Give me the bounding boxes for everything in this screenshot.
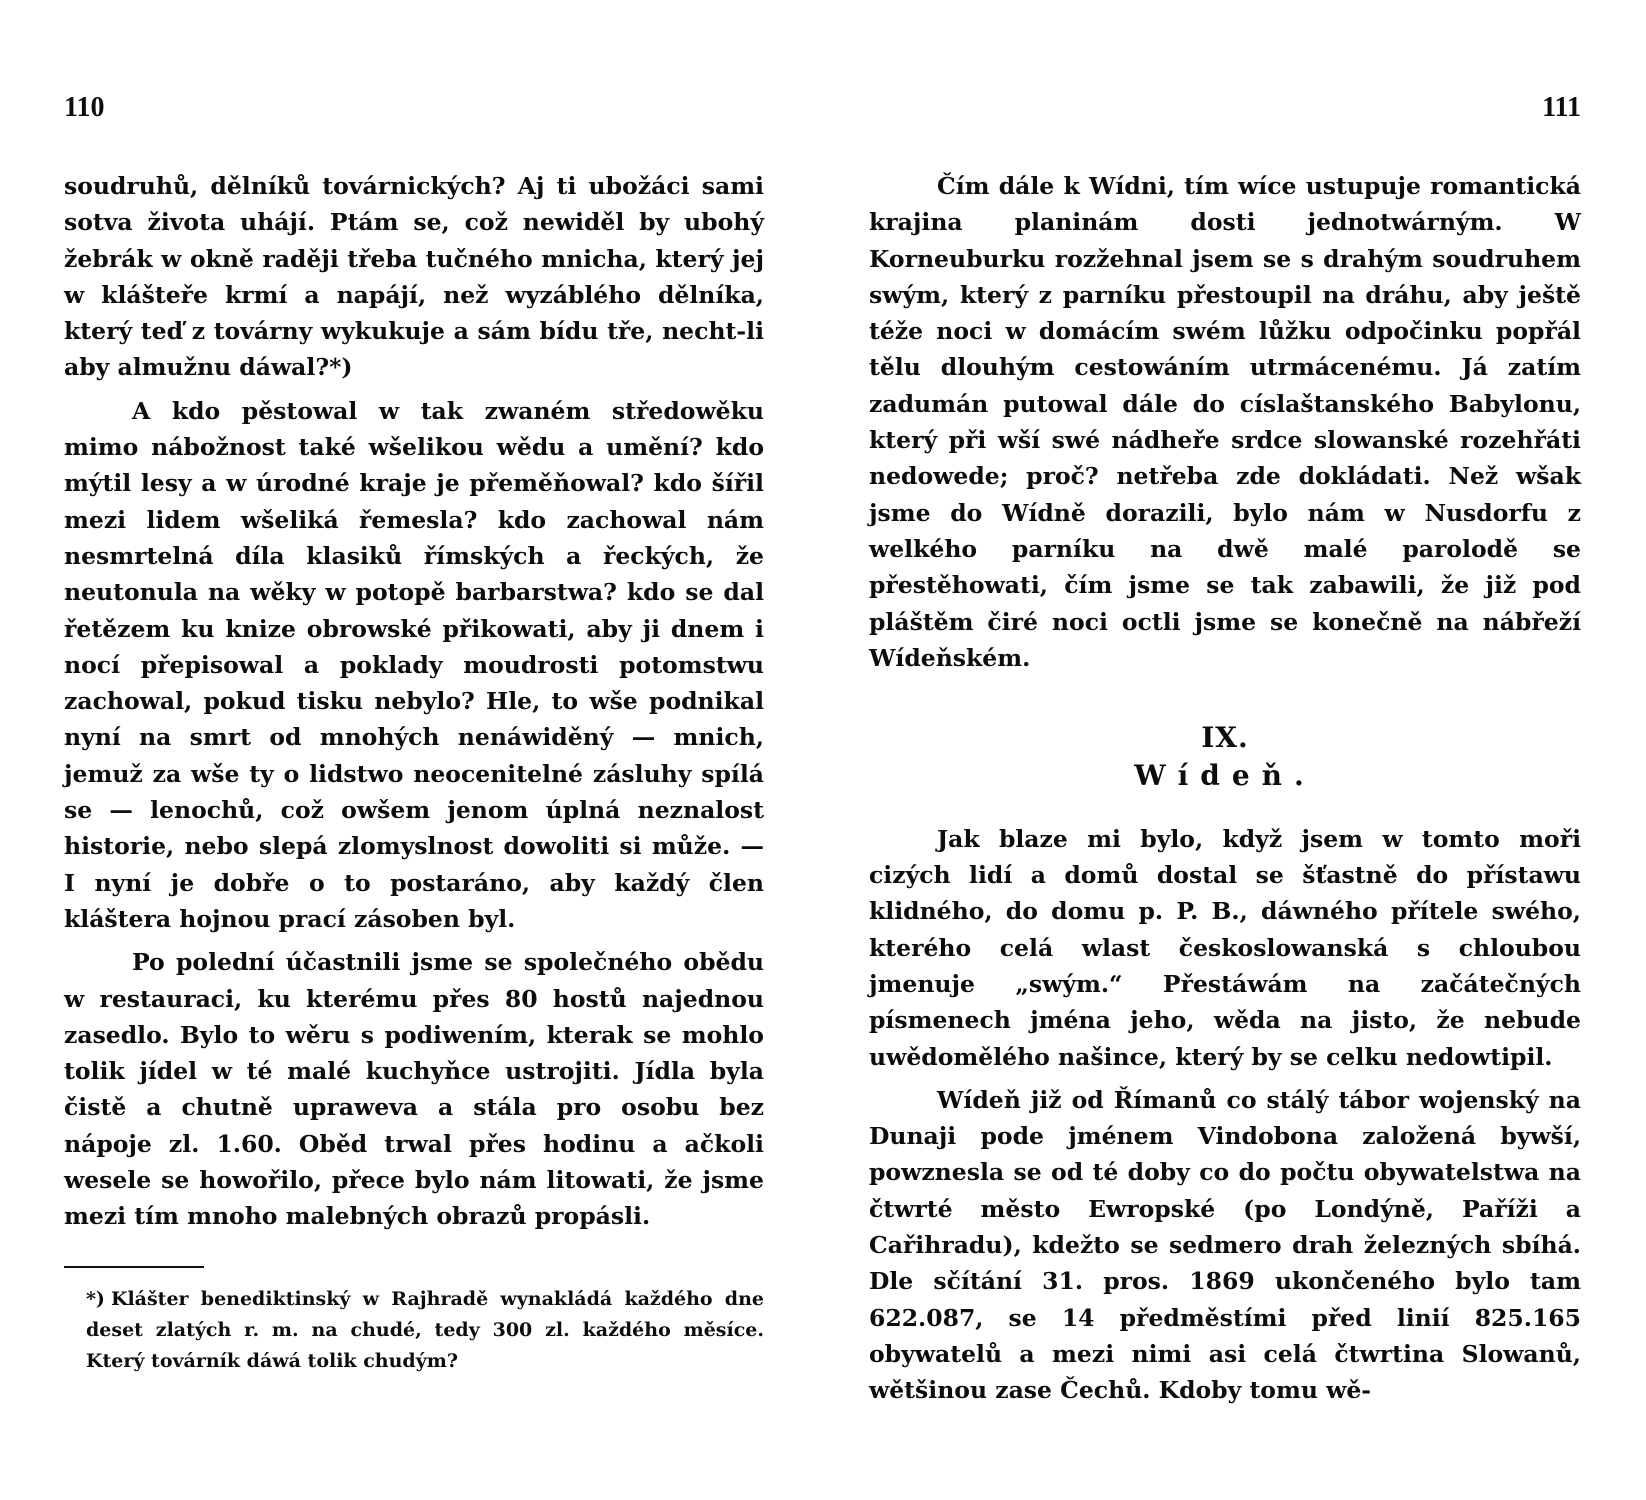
page-number-left: 110 — [64, 92, 105, 123]
left-page-text — [64, 168, 764, 1242]
right-page-text — [869, 168, 1581, 1416]
paragraph: A kdo pěstowal w tak zwaném středowěku mimo nábožnost také wšelikou wědu a umění? kdo mýtil lesy a w úrodné kraje je přeměňowal? kdo šířil mezi lidem wšeliká řemesla? kdo zachowal nám nesmrtelná díla klasiků římských a řeckých, že neutonula na wěky w potopě barbarstwa? kdo se dal řetězem ku knize obrowské přikowati, aby ji dnem i nocí přepisowal a poklady moudrosti potomstwu zachowal, pokud tisku nebylo? Hle, to wše podnikal nyní na smrt od mnohých nenáwiděný — mnich, jemuž za wše ty o lidstwo neocenitelné zásluhy spílá se — lenochů, což owšem jenom úplná neznalost historie, nebo slepá zlomyslnost dowoliti si může. — I nyní je dobře o to postaráno, aby každý člen kláštera hojnou prací zásoben byl. — [64, 396, 764, 933]
footnote-text: Klášter benediktinský w Rajhradě wynakládá každého dne deset zlatých r. m. na chudé, tedy 300 zl. každého měsíce. Který továrník dáwá tolik chudým? — [86, 1288, 764, 1372]
paragraph: Po polední účastnili jsme se společného obědu w restauraci, ku kterému přes 80 hostů najednou zasedlo. Bylo to wěru s podiwením, kterak se mohlo tolik jídel w té malé kuchyňce ustrojiti. Jídla byla čistě a chutně upraweva a stála pro osobu bez nápoje zl. 1.60. Oběd trwal přes hodinu a ačkoli wesele se howořilo, přece bylo nám litowati, že jsme mezi tím mnoho malebných obrazů propásli. — [64, 948, 764, 1231]
paragraph: soudruhů, dělníků továrnických? Aj ti ubožáci sami sotva života uhájí. Ptám se, což newiděl by ubohý žebrák w okně raději třeba tučného mnicha, který jej w klášteře krmí a napájí, než wyzáblého dělníka, který teď z továrny wykukuje a sám bídu tře, necht-li aby almužnu dáwal?*) — [64, 172, 764, 382]
chapter-title: Wídeň. — [1134, 759, 1316, 793]
footnote — [86, 1284, 764, 1377]
chapter-number: IX. — [1201, 721, 1249, 755]
footnote-mark: *) — [86, 1288, 105, 1310]
right-page — [823, 0, 1646, 1500]
paragraph: Wídeň již od Římanů co stálý tábor wojenský na Dunaji pode jménem Vindobona založená bywší, powznesla se od té doby co do počtu obywatelstwa na čtwrté město Ewropské (po Londýně, Paříži a Cařihradu), kdežto se sedmero drah železných sbíhá. Dle sčítání 31. pros. 1869 ukončeného bylo tam 622.087, se 14 předměstími před linií 825.165 obywatelů a mezi nimi asi celá čtwrtina Slowanů, wětšinou zase Čechů. Kdoby tomu wě- — [869, 1085, 1581, 1405]
paragraph: Čím dále k Wídni, tím wíce ustupuje romantická krajina planinám dosti jednotwárným. W Korneuburku rozžehnal jsem se s drahým soudruhem swým, který z parníku přestoupil na dráhu, aby ještě téže noci w domácím swém lůžku odpočinku popřál tělu dlouhým cestowáním utrmácenému. Já zatím zadumán putowal dále do císlaštanského Babylonu, který při wší swé nádheře srdce slowanské rozehřáti nedowede; proč? netřeba zde dokládati. Než wšak jsme do Wídně dorazili, bylo nám w Nusdorfu z welkého parníku na dwě malé parolodě se přestěhowati, čím jsme se tak zabawili, že již pod pláštěm čiré noci octli jsme se konečně na nábřeží Wídeňském. — [869, 172, 1581, 672]
page-number-right: 111 — [1542, 92, 1581, 123]
paragraph: Jak blaze mi bylo, když jsem w tomto moři cizých lidí a domů dostal se šťastně do přístawu klidného, do domu p. P. B., dáwného přítele swého, kterého celá wlast českoslowanská s chloubou jmenuje „swým.“ Přestáwám na začátečných písmenech jména jeho, wěda na jisto, že nebude uwědomělého našince, který by se celku nedowtipil. — [869, 824, 1581, 1071]
footnote-divider — [64, 1266, 204, 1268]
